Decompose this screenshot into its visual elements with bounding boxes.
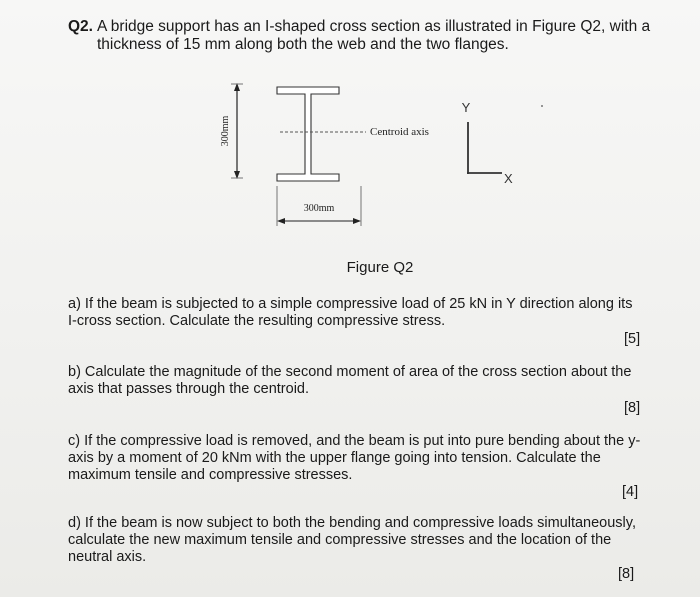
part-a-marks: [5] [624,331,641,347]
part-a-line-1: a) If the beam is subjected to a simple compressive load of 25 kN in Y direction along its [68,296,633,312]
part-a-line-2: I-cross section. Calculate the resulting compressive stress. [68,313,446,329]
part-c-line-2: axis by a moment of 20 kNm with the upper flange going into tension. Calculate the [68,450,601,466]
part-c [68,433,658,484]
centroid-axis-label: Centroid axis [370,126,429,138]
coordinate-axes [462,100,543,186]
part-d-line-1: d) If the beam is now subject to both the bending and compressive loads simultaneously, [68,515,636,531]
corner-dot [541,105,543,107]
part-b-marks: [8] [624,400,641,416]
width-label: 300mm [303,203,335,214]
part-d-marks: [8] [618,566,635,582]
part-b-line-2: axis that passes through the centroid. [68,381,310,397]
part-c-marks: [4] [622,484,639,500]
height-label: 300mm [220,115,231,147]
question-number: Q2. [68,18,93,35]
part-a [68,296,658,330]
part-b [68,364,658,398]
i-beam-section [277,87,339,181]
width-dimension [277,186,361,226]
part-d-line-2: calculate the new maximum tensile and compressive stresses and the location of the [68,532,612,548]
figure-caption: Figure Q2 [346,259,414,276]
part-c-line-1: c) If the compressive load is removed, and the beam is put into pure bending about the y- [68,433,641,449]
part-d [68,515,658,566]
part-d-line-3: neutral axis. [68,549,147,565]
y-axis-label: Y [461,100,471,115]
height-dimension [220,83,243,179]
x-axis-label: X [504,171,513,186]
part-b-line-1: b) Calculate the magnitude of the second moment of area of the cross section about the [68,364,632,380]
part-c-line-3: maximum tensile and compressive stresses. [68,467,353,483]
question-intro-line-1: A bridge support has an I-shaped cross section as illustrated in Figure Q2, with a [97,18,651,35]
figure-q2-diagram [200,80,560,230]
question-intro-line-2: thickness of 15 mm along both the web and the two flanges. [97,36,509,53]
